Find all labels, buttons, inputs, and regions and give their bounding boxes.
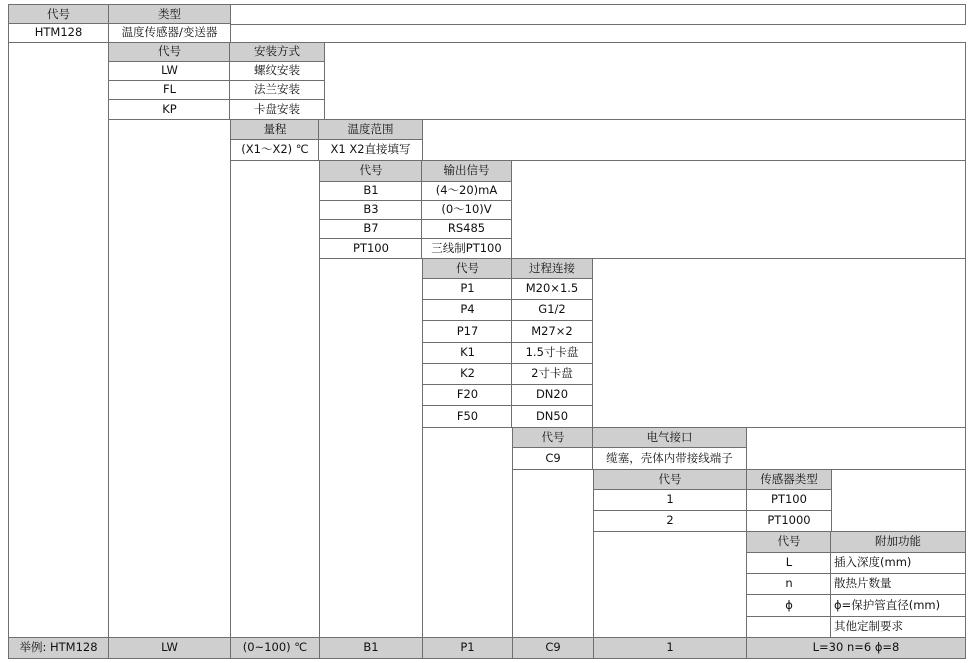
process-code: F20 xyxy=(422,384,513,406)
signal-code: B1 xyxy=(319,181,423,201)
extra-text: 其他定制要求 xyxy=(830,616,966,638)
process-code: P17 xyxy=(422,320,513,343)
signal-code: PT100 xyxy=(319,238,423,259)
signal-code: B3 xyxy=(319,200,423,220)
sensor-code: 1 xyxy=(593,489,747,511)
process-text: DN20 xyxy=(511,384,593,406)
process-text: M20×1.5 xyxy=(511,278,593,300)
blank-col-7 xyxy=(593,531,747,638)
process-code: P1 xyxy=(422,278,513,300)
electric-header: 电气接口 xyxy=(592,427,747,449)
range-header-2: 温度范围 xyxy=(318,119,423,141)
process-code: K1 xyxy=(422,342,513,364)
range-value-2: X1 X2直接填写 xyxy=(318,139,423,161)
blank-col-3 xyxy=(230,160,320,638)
mount-code: KP xyxy=(108,99,231,120)
extra-code xyxy=(746,616,832,638)
process-header: 过程连接 xyxy=(511,258,593,279)
extra-header: 附加功能 xyxy=(830,531,966,553)
signal-text: 三线制PT100 xyxy=(421,238,512,259)
mount-code: FL xyxy=(108,80,231,100)
sensor-text: PT1000 xyxy=(746,510,832,532)
blank-right-6 xyxy=(831,469,966,532)
mount-header: 安装方式 xyxy=(229,42,325,62)
electric-code-header: 代号 xyxy=(512,427,594,449)
signal-code-header: 代号 xyxy=(319,160,423,182)
blank-right-3 xyxy=(511,160,966,259)
process-text: 1.5寸卡盘 xyxy=(511,342,593,364)
example-sensor: 1 xyxy=(593,637,747,659)
electric-code: C9 xyxy=(512,447,594,470)
mount-text: 法兰安装 xyxy=(229,80,325,100)
process-code: K2 xyxy=(422,363,513,385)
example-electric: C9 xyxy=(512,637,594,659)
mount-code: LW xyxy=(108,61,231,81)
sensor-text: PT100 xyxy=(746,489,832,511)
process-text: M27×2 xyxy=(511,320,593,343)
mount-text: 螺纹安装 xyxy=(229,61,325,81)
example-label: 举例: HTM128 xyxy=(8,637,109,659)
signal-header: 输出信号 xyxy=(421,160,512,182)
extra-code: L xyxy=(746,552,832,574)
example-signal: B1 xyxy=(319,637,423,659)
blank-area-top xyxy=(229,4,966,25)
range-header: 量程 xyxy=(230,119,320,141)
signal-text: RS485 xyxy=(421,219,512,239)
process-code: F50 xyxy=(422,405,513,428)
process-code-header: 代号 xyxy=(422,258,513,279)
electric-text: 缆塞，壳体内带接线端子 xyxy=(592,447,747,470)
signal-text: (4～20)mA xyxy=(421,181,512,201)
blank-right-1 xyxy=(324,42,966,120)
extra-text: 插入深度(mm) xyxy=(830,552,966,574)
blank-right-2 xyxy=(421,119,966,161)
type-code: HTM128 xyxy=(8,23,109,43)
sensor-code-header: 代号 xyxy=(593,469,747,490)
blank-col-2 xyxy=(108,119,231,638)
signal-code: B7 xyxy=(319,219,423,239)
blank-col-1 xyxy=(8,42,109,638)
process-text: DN50 xyxy=(511,405,593,428)
blank-col-6 xyxy=(512,469,594,638)
process-code: P4 xyxy=(422,299,513,321)
example-mount: LW xyxy=(108,637,231,659)
type-header: 类型 xyxy=(108,4,231,25)
example-extra: L=30 n=6 ϕ=8 xyxy=(746,637,966,659)
process-text: G1/2 xyxy=(511,299,593,321)
extra-code: n xyxy=(746,573,832,595)
example-range: (0~100) ℃ xyxy=(230,637,320,659)
mount-code-header: 代号 xyxy=(108,42,231,62)
type-value: 温度传感器/变送器 xyxy=(108,23,231,43)
blank-right-4 xyxy=(592,258,966,428)
sensor-code: 2 xyxy=(593,510,747,532)
range-value: (X1～X2) ℃ xyxy=(230,139,320,161)
extra-code: ϕ xyxy=(746,594,832,617)
signal-text: (0～10)V xyxy=(421,200,512,220)
blank-right-5 xyxy=(746,427,966,470)
extra-text: 散热片数量 xyxy=(830,573,966,595)
process-text: 2寸卡盘 xyxy=(511,363,593,385)
blank-col-5 xyxy=(422,427,513,638)
type-code-header: 代号 xyxy=(8,4,109,25)
example-process: P1 xyxy=(422,637,513,659)
extra-text: ϕ=保护管直径(mm) xyxy=(830,594,966,617)
mount-text: 卡盘安装 xyxy=(229,99,325,120)
sensor-header: 传感器类型 xyxy=(746,469,832,490)
blank-col-4 xyxy=(319,258,423,638)
extra-code-header: 代号 xyxy=(746,531,832,553)
